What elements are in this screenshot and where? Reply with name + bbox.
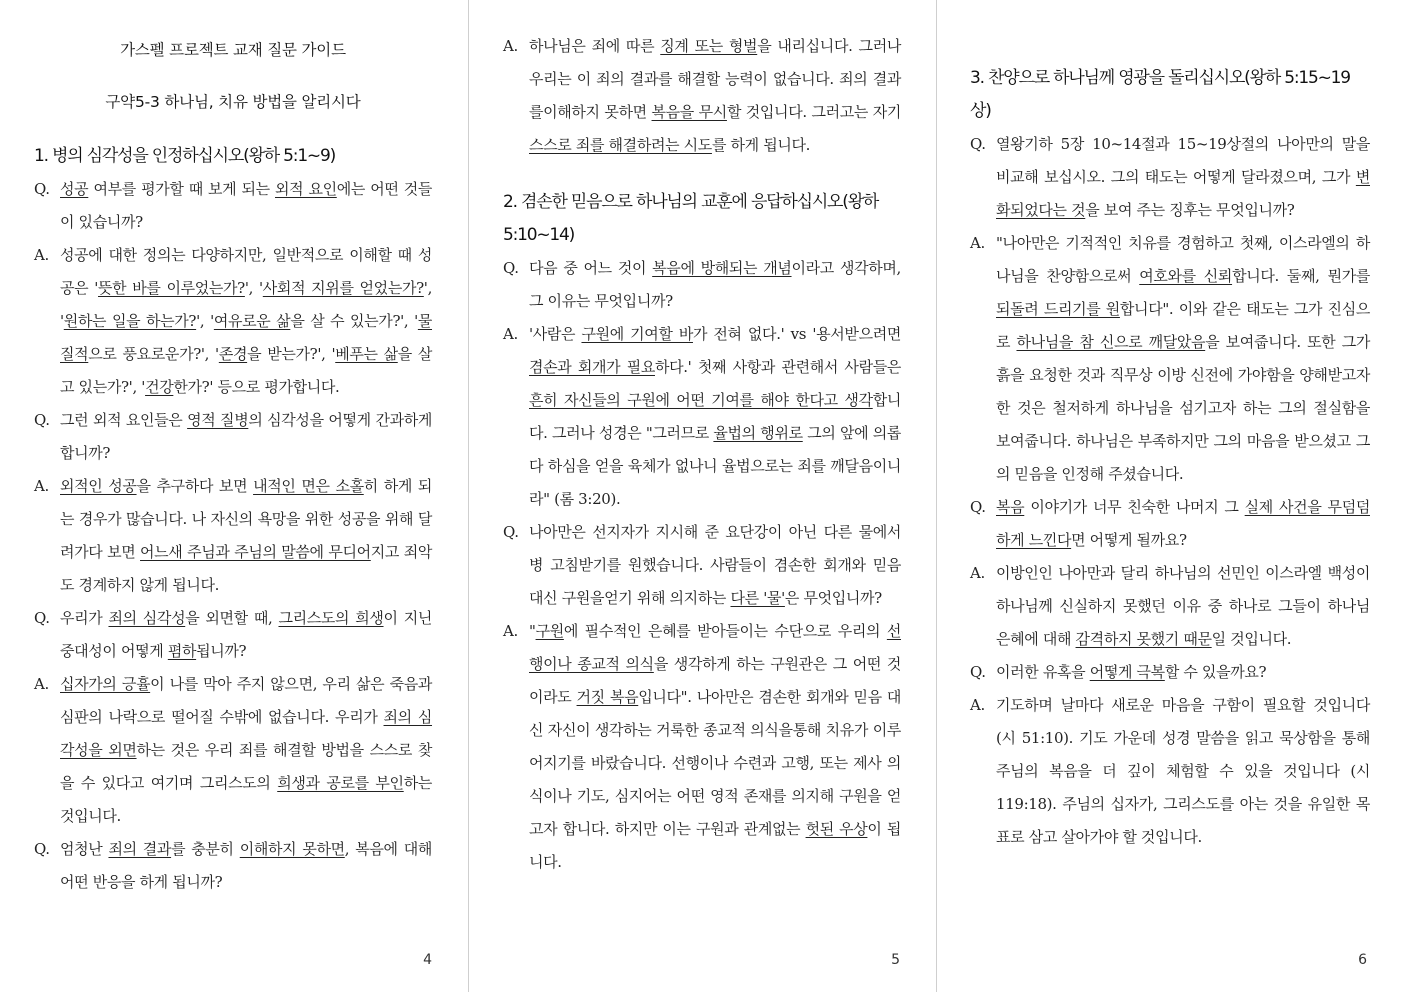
underlined-phrase: 외적인 성공 <box>60 477 137 495</box>
item-label: A. <box>503 325 518 343</box>
underlined-phrase: 구원에 기여할 바 <box>581 325 693 343</box>
page-4-content <box>34 28 432 899</box>
underlined-phrase: 물질적 <box>60 312 433 363</box>
item-text <box>60 470 432 602</box>
section-3 <box>970 62 1370 854</box>
text-run: 그런 외적 요인들은 <box>60 411 188 429</box>
answer-item <box>34 470 432 602</box>
qa-list <box>34 173 432 899</box>
underlined-phrase: 겸손과 회개가 필요 <box>529 358 655 376</box>
page-number: 4 <box>423 952 432 968</box>
underlined-phrase: 복음을 무시 <box>651 103 727 121</box>
page-5-content <box>503 30 901 879</box>
text-run: '사람은 <box>529 325 582 343</box>
text-run: 을 살고 있는가?', ' <box>60 345 432 396</box>
item-label: Q. <box>503 523 519 541</box>
text-run: 면 어떻게 될까요? <box>1071 531 1187 549</box>
text-run: 이방인인 나아만과 달리 하나님의 선민인 이스라엘 백성이 하나님께 신실하지 못했던 이유 중 하나로 그들이 하나님 은혜에 대해 <box>996 564 1370 648</box>
text-run: 입니다". 나아만은 겸손한 회개와 믿음 대신 자신이 생각하는 거룩한 종교적 의식을통해 치유가 이루어지기를 바랐습니다. 선행이나 수련과 고행, 또는 제사 의식이나 기도, 심지어는 어떤 영적 존재를 의지해 구원을 얻고자 합니다. 하지만 이는 구원과 관계없는 <box>529 688 902 838</box>
text-run: 여부를 평가할 때 보게 되는 <box>88 180 275 198</box>
underlined-phrase: 거짓 복음 <box>576 688 639 706</box>
underlined-phrase: 죄의 심각성을 외면 <box>60 708 433 759</box>
underlined-phrase: 여호와를 신뢰 <box>1139 267 1233 285</box>
text-run: 할 수 있을까요? <box>1164 663 1267 681</box>
text-run: 가 전혀 없다.' vs '용서받으려면 <box>692 325 901 343</box>
answer-item <box>34 239 432 404</box>
item-text <box>529 615 901 879</box>
underlined-phrase: 구원 <box>535 622 564 640</box>
underlined-phrase: 헛된 우상 <box>805 820 868 838</box>
question-item <box>970 656 1370 689</box>
text-run: 을 보여줍니다. 또한 그가 흙을 요청한 것과 직무상 이방 신전에 가야함을 양해받고자 한 것은 철저하게 하나님을 섬기고자 하는 그의 절실함을 보여줍니다. 하나님은 부족하지만 그의 마음을 받으셨고 그의 믿음을 인정해 주셨습니다. <box>996 333 1371 483</box>
item-label: Q. <box>34 840 50 858</box>
item-text <box>60 173 432 239</box>
text-run: 를 충분히 <box>171 840 240 858</box>
text-run: 으로 풍요로운가?', ' <box>88 345 219 363</box>
text-run: 을 생각하게 하는 구원관은 그 어떤 것이라도 <box>529 655 901 706</box>
text-run: 됩니까? <box>196 642 247 660</box>
item-label: Q. <box>34 411 50 429</box>
page-number: 5 <box>891 952 900 968</box>
underlined-phrase: 다른 '물' <box>730 589 785 607</box>
text-run: 합니다. 그러나 성경은 "그러므로 <box>529 391 901 442</box>
text-run: "나아만은 기적적인 치유를 경험하고 첫째, 이스라엘의 하나님을 찬양함으로써 <box>996 234 1370 285</box>
underlined-phrase: 이해하지 못하면 <box>239 840 345 858</box>
text-run: 열왕기하 5장 10~14절과 15~19상절의 나아만의 말을 비교해 보십시오. 그의 태도는 어떻게 달라졌으며, 그가 <box>996 135 1370 186</box>
text-run: 이러한 유혹을 <box>996 663 1090 681</box>
text-run: 하는 것입니다. <box>60 774 432 825</box>
text-run: 다음 중 어느 것이 <box>529 259 653 277</box>
question-item <box>34 602 432 668</box>
text-run: 하나님은 죄에 따른 <box>529 37 661 55</box>
underlined-phrase: 하나님을 참 신으로 깨달았음 <box>1016 333 1206 351</box>
item-label: Q. <box>34 180 50 198</box>
item-text <box>996 491 1370 557</box>
underlined-phrase: 스스로 죄를 해결하려는 시도 <box>529 136 712 154</box>
qa-list <box>970 128 1370 854</box>
text-run: 을 추구하다 보면 <box>136 477 254 495</box>
item-text <box>996 656 1370 689</box>
item-label: Q. <box>503 259 519 277</box>
question-item <box>34 833 432 899</box>
underlined-phrase: 죄의 결과 <box>108 840 172 858</box>
answer-item <box>34 668 432 833</box>
text-run: 를 하게 됩니다. <box>711 136 811 154</box>
underlined-phrase: 성공 <box>60 180 89 198</box>
text-run: " <box>529 622 536 640</box>
item-text <box>60 833 432 899</box>
lesson-subtitle: 구약5-3 하나님, 치유 방법을 알리시다 <box>105 93 361 111</box>
underlined-phrase: 희생과 공로를 부인 <box>277 774 404 792</box>
underlined-phrase: 죄의 심각성 <box>108 609 186 627</box>
section-1 <box>34 140 432 899</box>
underlined-phrase: 율법의 행위로 <box>713 424 803 442</box>
text-run: 할 것입니다. 그러고는 자기 <box>726 103 901 121</box>
question-item <box>503 516 901 615</box>
answer-item <box>503 318 901 516</box>
text-run: 에는 어떤 것들이 있습니까? <box>60 180 432 231</box>
item-text <box>529 318 901 516</box>
item-text <box>529 30 901 162</box>
underlined-phrase: 내적인 면은 소홀 <box>253 477 364 495</box>
underlined-phrase: 그리스도의 희생 <box>278 609 384 627</box>
underlined-phrase: 베푸는 삶 <box>335 345 398 363</box>
underlined-phrase: 어떻게 극복 <box>1089 663 1165 681</box>
text-run: 하다.' 첫째 사항과 관련해서 사람들은 <box>654 358 901 376</box>
item-label: A. <box>34 477 49 495</box>
underlined-phrase: 되돌려 드리기를 원 <box>996 300 1120 318</box>
item-text <box>529 516 901 615</box>
text-run: ', ' <box>196 312 214 330</box>
text-run: 이라고 생각하며, 그 이유는 무엇입니까? <box>529 259 901 310</box>
text-run: 기도하며 날마다 새로운 마음을 구함이 필요할 것입니다 (시 51:10). 기도 가운데 성경 말씀을 읽고 묵상함을 통해 주님의 복음을 더 깊이 체험할 수 있을 것입니다 (시 119:18). 주님의 십자가, 그리스도를 아는 것을 유일한 목표로 삼고 살아가야 할 것입니다. <box>996 696 1370 846</box>
underlined-phrase: 감격하지 못했기 때문 <box>1075 630 1212 648</box>
answer-item <box>970 557 1370 656</box>
text-run: 그의 앞에 의롭다 하심을 얻을 육체가 없나니 율법으로는 죄를 깨달음이니라" (롬 3:20). <box>529 424 901 508</box>
item-text <box>529 252 901 318</box>
text-run: 나아만은 선지자가 지시해 준 요단강이 아닌 다른 물에서 병 고침받기를 원했습니다. 사람들이 겸손한 회개와 믿음 대신 구원을얻기 위해 의지하는 <box>529 523 901 607</box>
underlined-phrase: 원하는 일을 하는가? <box>63 312 197 330</box>
item-label: A. <box>34 675 49 693</box>
question-item <box>34 173 432 239</box>
text-run: 을 보여 주는 징후는 무엇입니까? <box>1085 201 1295 219</box>
item-text <box>60 239 432 404</box>
text-run: ', ' <box>244 279 263 297</box>
text-run: , 복음에 대해 어떤 반응을 하게 됩니까? <box>60 840 432 891</box>
underlined-phrase: 징계 또는 형벌 <box>660 37 758 55</box>
text-run: 하는 것은 우리 죄를 해결할 방법을 스스로 찾을 수 있다고 여기며 그리스도의 <box>60 741 432 792</box>
section-heading: 1. 병의 심각성을 인정하십시오(왕하 5:1~9) <box>34 146 336 166</box>
text-run: 우리가 <box>60 609 109 627</box>
item-text <box>60 602 432 668</box>
text-run: 히 하게 되는 경우가 많습니다. 나 자신의 욕망을 위한 성공을 위해 달려가다 보면 <box>60 477 432 561</box>
item-label: A. <box>970 696 985 714</box>
answer-item <box>970 689 1370 854</box>
question-item <box>503 252 901 318</box>
underlined-phrase: 뜻한 바를 이루었는가? <box>98 279 245 297</box>
text-run: 은 무엇입니까? <box>784 589 882 607</box>
section-1-continued <box>503 30 901 162</box>
underlined-phrase: 영적 질병 <box>187 411 249 429</box>
item-label: Q. <box>34 609 50 627</box>
section-heading: 2. 겸손한 믿음으로 하나님의 교훈에 응답하십시오(왕하 5:10~14) <box>503 192 879 245</box>
section-heading: 3. 찬양으로 하나님께 영광을 돌리십시오(왕하 5:15~19상) <box>970 68 1350 121</box>
question-item <box>34 404 432 470</box>
page-4 <box>0 0 468 992</box>
text-run: 일 것입니다. <box>1211 630 1292 648</box>
item-label: A. <box>970 564 985 582</box>
underlined-phrase: 사회적 지위를 얻었는가? <box>262 279 424 297</box>
answer-item <box>970 227 1370 491</box>
item-label: A. <box>503 37 518 55</box>
text-run: 이야기가 너무 친숙한 나머지 그 <box>1024 498 1245 516</box>
item-text <box>996 227 1370 491</box>
item-text <box>996 128 1370 227</box>
underlined-phrase: 복음 <box>996 498 1025 516</box>
text-run: 이 지닌 중대성이 어떻게 <box>60 609 432 660</box>
item-label: A. <box>503 622 518 640</box>
underlined-phrase: 실제 사건을 무덤덤하게 느낀다 <box>996 498 1370 549</box>
text-run: 성공에 대한 정의는 다양하지만, 일반적으로 이해할 때 성공은 ' <box>60 246 432 297</box>
item-label: A. <box>34 246 49 264</box>
underlined-phrase: 복음에 방해되는 개념 <box>652 259 792 277</box>
underlined-phrase: 변화되었다는 것 <box>996 168 1370 219</box>
text-run: 한가?' 등으로 평가합니다. <box>173 378 340 396</box>
text-run: 을 내리십니다. 그러나 우리는 이 죄의 결과를 해결할 능력이 없습니다. 죄의 결과를이해하지 못하면 <box>529 37 901 121</box>
document-title: 가스펠 프로젝트 교재 질문 가이드 <box>120 41 346 59</box>
question-item <box>970 128 1370 227</box>
underlined-phrase: 선행이나 종교적 의식 <box>529 622 901 673</box>
answer-item <box>503 615 901 879</box>
qa-list <box>503 252 901 879</box>
text-run: 이 나를 막아 주지 않으면, 우리 삶은 죽음과 심판의 나락으로 떨어질 수밖에 없습니다. 우리가 <box>60 675 432 726</box>
item-label: A. <box>970 234 985 252</box>
text-run: 을 살 수 있는가?', ' <box>290 312 418 330</box>
underlined-phrase: 건강 <box>145 378 174 396</box>
text-run: 에 필수적인 은혜를 받아들이는 수단으로 우리의 <box>563 622 887 640</box>
underlined-phrase: 폄하 <box>167 642 197 660</box>
text-run: ', ' <box>60 279 432 330</box>
text-run: 지고 죄악도 경계하지 않게 됩니다. <box>60 543 433 594</box>
item-label: Q. <box>970 135 986 153</box>
text-run: 의 심각성을 어떻게 간과하게 합니까? <box>60 411 433 462</box>
text-run: 을 받는가?', ' <box>247 345 336 363</box>
underlined-phrase: 흔히 자신들의 구원에 어떤 기여를 해야 한다고 생각 <box>529 391 873 409</box>
text-run: 이 됩니다. <box>529 820 901 871</box>
item-text <box>996 689 1370 854</box>
text-run: 합니다". 이와 같은 태도는 그가 진심으로 <box>996 300 1370 351</box>
underlined-phrase: 어느새 주님과 주님의 말씀에 무디어 <box>140 543 371 561</box>
section-2 <box>503 186 901 879</box>
item-text <box>60 404 432 470</box>
text-run: 을 외면할 때, <box>185 609 279 627</box>
question-item <box>970 491 1370 557</box>
qa-list <box>503 30 901 162</box>
page-6 <box>936 0 1403 992</box>
underlined-phrase: 여유로운 삶 <box>213 312 291 330</box>
page-6-content <box>970 62 1370 854</box>
item-label: Q. <box>970 663 986 681</box>
item-label: Q. <box>970 498 986 516</box>
underlined-phrase: 외적 요인 <box>275 180 337 198</box>
text-run: 엄청난 <box>60 840 109 858</box>
text-run: 합니다. 둘째, 뭔가를 <box>1232 267 1370 285</box>
page-5 <box>468 0 936 992</box>
item-text <box>60 668 432 833</box>
item-text <box>996 557 1370 656</box>
answer-item <box>503 30 901 162</box>
underlined-phrase: 존경 <box>218 345 248 363</box>
underlined-phrase: 십자가의 긍휼 <box>60 675 151 693</box>
page-number: 6 <box>1358 952 1367 968</box>
